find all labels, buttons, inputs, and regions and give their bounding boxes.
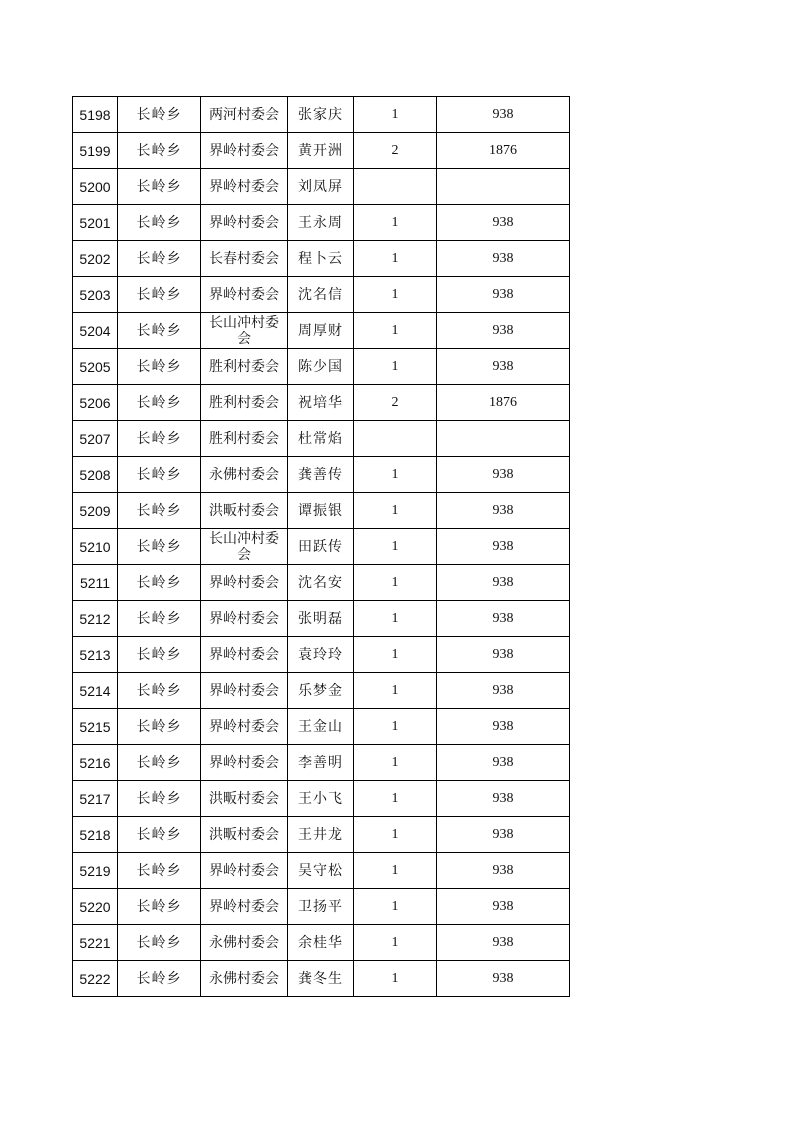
village-committee-text: 永佛村委会	[209, 466, 279, 483]
record-number-cell: 5210	[73, 529, 118, 565]
record-number-cell: 5211	[73, 565, 118, 601]
village-committee-cell	[201, 781, 288, 817]
count-cell: 1	[354, 205, 437, 241]
count-cell: 1	[354, 673, 437, 709]
table-row	[73, 457, 570, 493]
record-number-cell: 5199	[73, 133, 118, 169]
village-committee-text: 界岭村委会	[209, 646, 279, 663]
village-committee-text: 界岭村委会	[209, 142, 279, 159]
amount-cell: 938	[437, 781, 570, 817]
amount-cell: 938	[437, 925, 570, 961]
count-cell	[354, 421, 437, 457]
village-committee-text: 长山冲村委会	[209, 314, 279, 347]
record-number-cell: 5205	[73, 349, 118, 385]
person-name-cell: 沈名信	[288, 277, 354, 313]
township-cell: 长岭乡	[118, 169, 201, 205]
count-cell: 2	[354, 385, 437, 421]
person-name-cell: 乐梦金	[288, 673, 354, 709]
village-committee-cell	[201, 637, 288, 673]
record-number-cell: 5212	[73, 601, 118, 637]
village-committee-cell	[201, 925, 288, 961]
table-row	[73, 817, 570, 853]
village-committee-cell	[201, 745, 288, 781]
amount-cell	[437, 169, 570, 205]
township-cell: 长岭乡	[118, 421, 201, 457]
village-committee-cell	[201, 241, 288, 277]
table-row	[73, 421, 570, 457]
record-number-cell: 5209	[73, 493, 118, 529]
amount-cell: 938	[437, 457, 570, 493]
person-name-cell: 王永周	[288, 205, 354, 241]
table-row	[73, 673, 570, 709]
village-committee-cell	[201, 673, 288, 709]
table-row	[73, 709, 570, 745]
count-cell: 1	[354, 313, 437, 349]
village-committee-cell	[201, 493, 288, 529]
table-row	[73, 277, 570, 313]
village-committee-text: 两河村委会	[209, 106, 279, 123]
record-table-body	[73, 97, 570, 997]
village-committee-cell	[201, 565, 288, 601]
township-cell: 长岭乡	[118, 313, 201, 349]
person-name-cell: 程卜云	[288, 241, 354, 277]
count-cell: 1	[354, 925, 437, 961]
count-cell: 1	[354, 781, 437, 817]
person-name-cell: 黄开洲	[288, 133, 354, 169]
table-row	[73, 745, 570, 781]
township-cell: 长岭乡	[118, 493, 201, 529]
township-cell: 长岭乡	[118, 565, 201, 601]
person-name-cell: 谭振银	[288, 493, 354, 529]
amount-cell: 938	[437, 817, 570, 853]
village-committee-text: 洪畈村委会	[209, 790, 279, 807]
amount-cell: 938	[437, 673, 570, 709]
count-cell: 1	[354, 97, 437, 133]
table-row	[73, 385, 570, 421]
township-cell: 长岭乡	[118, 781, 201, 817]
village-committee-text: 界岭村委会	[209, 214, 279, 231]
record-number-cell: 5219	[73, 853, 118, 889]
village-committee-cell	[201, 385, 288, 421]
village-committee-cell	[201, 817, 288, 853]
table-row	[73, 637, 570, 673]
person-name-cell: 李善明	[288, 745, 354, 781]
count-cell: 1	[354, 745, 437, 781]
record-number-cell: 5220	[73, 889, 118, 925]
person-name-cell: 张明磊	[288, 601, 354, 637]
village-committee-text: 永佛村委会	[209, 970, 279, 987]
record-number-cell: 5201	[73, 205, 118, 241]
table-row	[73, 313, 570, 349]
township-cell: 长岭乡	[118, 457, 201, 493]
count-cell: 1	[354, 889, 437, 925]
village-committee-text: 长春村委会	[209, 250, 279, 267]
village-committee-text: 洪畈村委会	[209, 502, 279, 519]
table-row	[73, 961, 570, 997]
table-row	[73, 601, 570, 637]
amount-cell: 1876	[437, 385, 570, 421]
township-cell: 长岭乡	[118, 745, 201, 781]
amount-cell: 938	[437, 565, 570, 601]
person-name-cell: 吴守松	[288, 853, 354, 889]
record-number-cell: 5222	[73, 961, 118, 997]
village-committee-text: 胜利村委会	[209, 394, 279, 411]
person-name-cell: 陈少国	[288, 349, 354, 385]
record-table	[72, 96, 570, 997]
table-row	[73, 133, 570, 169]
table-row	[73, 205, 570, 241]
count-cell: 1	[354, 817, 437, 853]
township-cell: 长岭乡	[118, 205, 201, 241]
township-cell: 长岭乡	[118, 277, 201, 313]
village-committee-text: 界岭村委会	[209, 898, 279, 915]
township-cell: 长岭乡	[118, 925, 201, 961]
count-cell	[354, 169, 437, 205]
township-cell: 长岭乡	[118, 529, 201, 565]
amount-cell: 938	[437, 709, 570, 745]
village-committee-cell	[201, 349, 288, 385]
table-row	[73, 853, 570, 889]
village-committee-cell	[201, 853, 288, 889]
table-row	[73, 889, 570, 925]
township-cell: 长岭乡	[118, 241, 201, 277]
record-number-cell: 5206	[73, 385, 118, 421]
village-committee-text: 洪畈村委会	[209, 826, 279, 843]
table-row	[73, 529, 570, 565]
count-cell: 1	[354, 709, 437, 745]
village-committee-text: 界岭村委会	[209, 574, 279, 591]
village-committee-text: 界岭村委会	[209, 286, 279, 303]
person-name-cell: 杜常焰	[288, 421, 354, 457]
amount-cell: 938	[437, 205, 570, 241]
village-committee-text: 胜利村委会	[209, 430, 279, 447]
township-cell: 长岭乡	[118, 889, 201, 925]
table-row	[73, 925, 570, 961]
amount-cell: 1876	[437, 133, 570, 169]
person-name-cell: 张家庆	[288, 97, 354, 133]
village-committee-cell	[201, 529, 288, 565]
township-cell: 长岭乡	[118, 709, 201, 745]
village-committee-cell	[201, 313, 288, 349]
table-row	[73, 349, 570, 385]
amount-cell: 938	[437, 97, 570, 133]
table-row	[73, 169, 570, 205]
village-committee-cell	[201, 961, 288, 997]
count-cell: 1	[354, 241, 437, 277]
amount-cell	[437, 421, 570, 457]
village-committee-text: 界岭村委会	[209, 178, 279, 195]
amount-cell: 938	[437, 745, 570, 781]
village-committee-cell	[201, 601, 288, 637]
count-cell: 1	[354, 565, 437, 601]
village-committee-cell	[201, 205, 288, 241]
count-cell: 1	[354, 529, 437, 565]
village-committee-text: 永佛村委会	[209, 934, 279, 951]
village-committee-cell	[201, 889, 288, 925]
village-committee-text: 胜利村委会	[209, 358, 279, 375]
record-number-cell: 5214	[73, 673, 118, 709]
record-number-cell: 5207	[73, 421, 118, 457]
village-committee-cell	[201, 277, 288, 313]
amount-cell: 938	[437, 637, 570, 673]
township-cell: 长岭乡	[118, 601, 201, 637]
village-committee-cell	[201, 97, 288, 133]
record-number-cell: 5213	[73, 637, 118, 673]
count-cell: 2	[354, 133, 437, 169]
person-name-cell: 沈名安	[288, 565, 354, 601]
village-committee-text: 界岭村委会	[209, 862, 279, 879]
township-cell: 长岭乡	[118, 817, 201, 853]
village-committee-text: 界岭村委会	[209, 610, 279, 627]
township-cell: 长岭乡	[118, 961, 201, 997]
person-name-cell: 袁玲玲	[288, 637, 354, 673]
table-row	[73, 493, 570, 529]
village-committee-cell	[201, 709, 288, 745]
table-row	[73, 97, 570, 133]
record-number-cell: 5221	[73, 925, 118, 961]
village-committee-text: 界岭村委会	[209, 682, 279, 699]
record-number-cell: 5204	[73, 313, 118, 349]
table-row	[73, 781, 570, 817]
village-committee-text: 界岭村委会	[209, 718, 279, 735]
person-name-cell: 王金山	[288, 709, 354, 745]
count-cell: 1	[354, 277, 437, 313]
person-name-cell: 田跃传	[288, 529, 354, 565]
record-number-cell: 5203	[73, 277, 118, 313]
record-number-cell: 5198	[73, 97, 118, 133]
count-cell: 1	[354, 493, 437, 529]
record-number-cell: 5215	[73, 709, 118, 745]
amount-cell: 938	[437, 241, 570, 277]
person-name-cell: 龚冬生	[288, 961, 354, 997]
table-row	[73, 241, 570, 277]
table-row	[73, 565, 570, 601]
person-name-cell: 余桂华	[288, 925, 354, 961]
person-name-cell: 卫扬平	[288, 889, 354, 925]
record-number-cell: 5200	[73, 169, 118, 205]
amount-cell: 938	[437, 529, 570, 565]
count-cell: 1	[354, 637, 437, 673]
amount-cell: 938	[437, 313, 570, 349]
village-committee-cell	[201, 457, 288, 493]
township-cell: 长岭乡	[118, 97, 201, 133]
village-committee-text: 长山冲村委会	[209, 530, 279, 563]
record-number-cell: 5217	[73, 781, 118, 817]
village-committee-text: 界岭村委会	[209, 754, 279, 771]
village-committee-cell	[201, 133, 288, 169]
person-name-cell: 王井龙	[288, 817, 354, 853]
count-cell: 1	[354, 601, 437, 637]
township-cell: 长岭乡	[118, 133, 201, 169]
township-cell: 长岭乡	[118, 349, 201, 385]
person-name-cell: 周厚财	[288, 313, 354, 349]
township-cell: 长岭乡	[118, 637, 201, 673]
amount-cell: 938	[437, 277, 570, 313]
person-name-cell: 王小飞	[288, 781, 354, 817]
count-cell: 1	[354, 853, 437, 889]
record-number-cell: 5218	[73, 817, 118, 853]
township-cell: 长岭乡	[118, 673, 201, 709]
person-name-cell: 祝培华	[288, 385, 354, 421]
amount-cell: 938	[437, 961, 570, 997]
village-committee-cell	[201, 169, 288, 205]
township-cell: 长岭乡	[118, 385, 201, 421]
amount-cell: 938	[437, 349, 570, 385]
person-name-cell: 龚善传	[288, 457, 354, 493]
amount-cell: 938	[437, 601, 570, 637]
count-cell: 1	[354, 457, 437, 493]
village-committee-cell	[201, 421, 288, 457]
person-name-cell: 刘凤屏	[288, 169, 354, 205]
record-number-cell: 5216	[73, 745, 118, 781]
record-number-cell: 5202	[73, 241, 118, 277]
amount-cell: 938	[437, 889, 570, 925]
amount-cell: 938	[437, 853, 570, 889]
township-cell: 长岭乡	[118, 853, 201, 889]
count-cell: 1	[354, 349, 437, 385]
record-number-cell: 5208	[73, 457, 118, 493]
amount-cell: 938	[437, 493, 570, 529]
count-cell: 1	[354, 961, 437, 997]
